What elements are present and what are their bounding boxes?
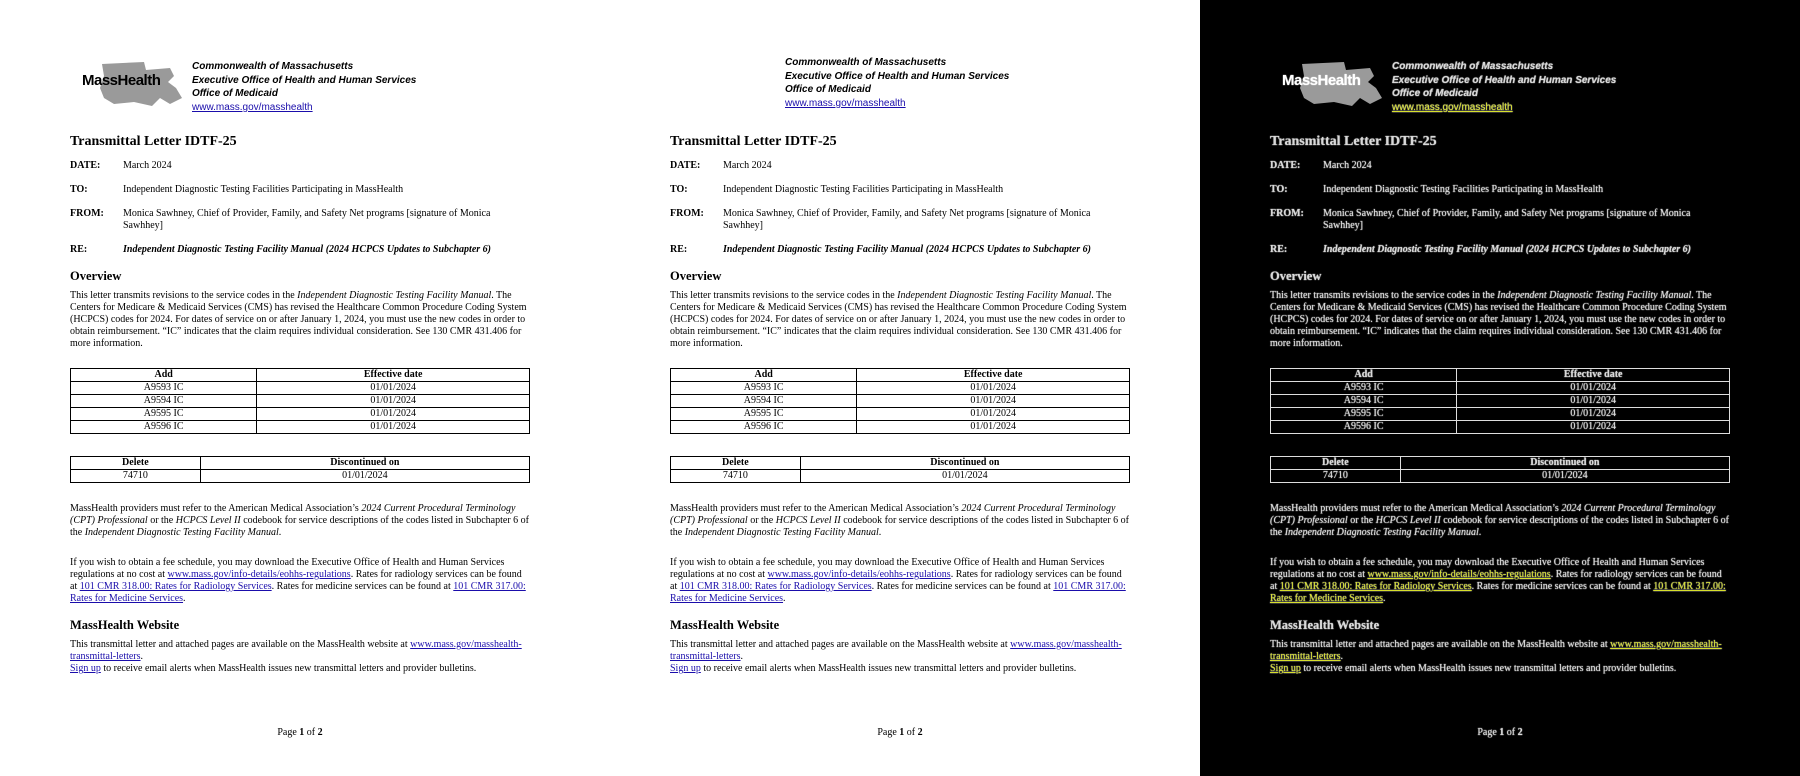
text-span: TO: [1270, 184, 1288, 195]
text-span: Independent Diagnostic Testing Facility Manual [1284, 527, 1479, 538]
from-row [1270, 208, 1730, 232]
website-paragraph [670, 639, 1130, 675]
text-span: 01/01/2024 [1457, 408, 1730, 421]
text-span: 2 [917, 727, 923, 738]
text-span: Delete [671, 457, 801, 470]
transmittal-letters-link[interactable]: www.mass.gov/masshealth-transmittal-letters [1270, 639, 1722, 662]
text-span: 01/01/2024 [857, 382, 1130, 395]
masshealth-logo [1274, 58, 1384, 110]
table-row [671, 395, 1130, 408]
radiology-rates-link[interactable]: 101 CMR 318.00: Rates for Radiology Services [79, 581, 272, 592]
delete-codes-table [1270, 456, 1730, 483]
text-span: 01/01/2024 [857, 395, 1130, 408]
text-span: Delete [71, 457, 201, 470]
text-span: Delete [1271, 457, 1401, 470]
radiology-rates-link[interactable]: 101 CMR 318.00: Rates for Radiology Services [679, 581, 872, 592]
table-row [1271, 408, 1730, 421]
text-span: Independent Diagnostic Testing Facility Manual [684, 527, 879, 538]
text-span: DATE: [70, 160, 101, 171]
text-span: codebook for service descriptions of the codes listed in Subchapter 6 of the [670, 515, 1129, 538]
page-footer [670, 727, 1130, 738]
text-span: Independent Diagnostic Testing Facility Manual (2024 HCPCS Updates to Subchapter 6) [123, 244, 491, 255]
text-span: . [1383, 593, 1386, 604]
regulations-link[interactable]: www.mass.gov/info-details/eohhs-regulations [167, 569, 351, 580]
text-span: Independent Diagnostic Testing Facility Manual [897, 290, 1092, 301]
text-span: Add [671, 369, 857, 382]
text-span: HCPCS Level II [1375, 515, 1441, 526]
letter-page [670, 0, 1130, 776]
text-span: 1 [899, 727, 905, 738]
org-line: Executive Office of Health and Human Services [192, 74, 417, 86]
text-span: 01/01/2024 [257, 408, 530, 421]
text-span: 2024 Current Procedural Terminology (CPT) Professional [70, 503, 516, 526]
letter-page [1270, 0, 1730, 776]
letterhead [70, 56, 530, 116]
text-span: A9595 IC [71, 408, 257, 421]
overview-paragraph [670, 290, 1130, 350]
date-row [70, 160, 530, 172]
text-span: FROM: [670, 208, 704, 219]
text-span: codebook for service descriptions of the codes listed in Subchapter 6 of the [70, 515, 529, 538]
text-span: March 2024 [1323, 160, 1372, 171]
text-span: . Rates for medicine services can be found at [871, 581, 1054, 592]
text-span: or the [1347, 515, 1376, 526]
text-span: A9594 IC [71, 395, 257, 408]
text-span: A9596 IC [71, 421, 257, 434]
text-span: Independent Diagnostic Testing Facility Manual (2024 HCPCS Updates to Subchapter 6) [1323, 244, 1691, 255]
text-span: . [140, 651, 144, 662]
page-view-original [0, 0, 600, 776]
text-span: or the [147, 515, 176, 526]
text-span: If you wish to obtain a fee schedule, you may download the Executive Office of Health and Human Services regulations at no cost at [670, 557, 1105, 580]
text-span: 2 [1517, 727, 1523, 738]
text-span: 01/01/2024 [257, 382, 530, 395]
text-span: DATE: [1270, 160, 1301, 171]
text-span: A9594 IC [671, 395, 857, 408]
regulations-link[interactable]: www.mass.gov/info-details/eohhs-regulations [1367, 569, 1551, 580]
table-row [1271, 382, 1730, 395]
text-span: 74710 [671, 470, 801, 483]
text-span: Effective date [1457, 369, 1730, 382]
from-row [670, 208, 1130, 232]
text-span: . Rates for medicine services can be found at [271, 581, 454, 592]
text-span: FROM: [70, 208, 104, 219]
org-url-link[interactable]: www.mass.gov/masshealth [1392, 101, 1513, 113]
table-row [71, 470, 530, 483]
letter-title: Transmittal Letter IDTF-25 [670, 134, 837, 149]
org-block [785, 56, 1009, 110]
org-line: Executive Office of Health and Human Services [1392, 74, 1617, 86]
text-span: . [740, 651, 744, 662]
logo-wordmark: MassHealth [1282, 72, 1361, 89]
text-span: to receive email alerts when MassHealth issues new transmittal letters and provider bulletins. [700, 663, 1077, 674]
text-span: of [1504, 727, 1518, 738]
website-heading: MassHealth Website [1270, 618, 1380, 632]
text-span: codebook for service descriptions of the codes listed in Subchapter 6 of the [1270, 515, 1729, 538]
table-row [1271, 395, 1730, 408]
table-row [71, 395, 530, 408]
text-span: If you wish to obtain a fee schedule, you may download the Executive Office of Health and Human Services regulations at no cost at [1270, 557, 1705, 580]
website-heading: MassHealth Website [70, 618, 180, 632]
text-span: This letter transmits revisions to the service codes in the [70, 290, 298, 301]
text-span: . Rates for radiology services can be found at [670, 569, 1122, 592]
text-span: HCPCS Level II [175, 515, 241, 526]
text-span: A9593 IC [71, 382, 257, 395]
text-span: 74710 [71, 470, 201, 483]
signup-link[interactable]: Sign up [1270, 663, 1301, 674]
text-span: to receive email alerts when MassHealth issues new transmittal letters and provider bulletins. [100, 663, 477, 674]
masshealth-logo [74, 58, 184, 110]
letter-body [1270, 136, 1730, 687]
org-url-link[interactable]: www.mass.gov/masshealth [192, 101, 313, 113]
logo-wordmark: MassHealth [82, 72, 161, 89]
text-span: This transmittal letter and attached pages are available on the MassHealth website at [1270, 639, 1611, 650]
page-view-negative [1200, 0, 1800, 776]
text-span: 01/01/2024 [1457, 395, 1730, 408]
text-span: Independent Diagnostic Testing Facility Manual (2024 HCPCS Updates to Subchapter 6) [723, 244, 1091, 255]
regulations-link[interactable]: www.mass.gov/info-details/eohhs-regulations [767, 569, 951, 580]
text-span: . Rates for medicine services can be found at [1471, 581, 1654, 592]
overview-heading: Overview [70, 269, 122, 283]
cpt-paragraph [70, 503, 530, 539]
text-span: TO: [70, 184, 88, 195]
text-span: RE: [1270, 244, 1288, 255]
text-span: . Rates for radiology services can be found at [70, 569, 522, 592]
org-line: Commonwealth of Massachusetts [192, 61, 354, 72]
letter-body [670, 136, 1130, 687]
letter-title: Transmittal Letter IDTF-25 [1270, 134, 1437, 149]
text-span: If you wish to obtain a fee schedule, you may download the Executive Office of Health and Human Services regulations at no cost at [70, 557, 505, 580]
text-span: of [904, 727, 918, 738]
text-span: FROM: [1270, 208, 1304, 219]
text-span: or the [747, 515, 776, 526]
letter-body [70, 136, 530, 687]
org-block [192, 60, 416, 114]
signup-link[interactable]: Sign up [670, 663, 701, 674]
website-paragraph [1270, 639, 1730, 675]
text-span: . [183, 593, 186, 604]
text-span: . [278, 527, 282, 538]
to-row [1270, 184, 1730, 196]
text-span: Page [1477, 727, 1500, 738]
text-span: MassHealth providers must refer to the American Medical Association’s [1270, 503, 1562, 514]
fee-schedule-paragraph [1270, 557, 1730, 605]
cpt-paragraph [1270, 503, 1730, 539]
text-span: Monica Sawhney, Chief of Provider, Family, and Safety Net programs [signature of Monica Sawhhey] [723, 208, 1091, 231]
text-span: 2024 Current Procedural Terminology (CPT) Professional [670, 503, 1116, 526]
text-span: 01/01/2024 [1400, 470, 1729, 483]
date-row [670, 160, 1130, 172]
medicine-rates-link[interactable]: 101 CMR 317.00: Rates for Medicine Services [1270, 581, 1726, 604]
text-span: Monica Sawhney, Chief of Provider, Family, and Safety Net programs [signature of Monica Sawhhey] [1323, 208, 1691, 231]
date-row [1270, 160, 1730, 172]
text-span: Add [71, 369, 257, 382]
fee-schedule-paragraph [670, 557, 1130, 605]
text-span: HCPCS Level II [775, 515, 841, 526]
medicine-rates-link[interactable]: 101 CMR 317.00: Rates for Medicine Services [70, 581, 526, 604]
text-span: 01/01/2024 [857, 408, 1130, 421]
text-span: This transmittal letter and attached pages are available on the MassHealth website at [70, 639, 411, 650]
org-line: Office of Medicaid [785, 84, 871, 95]
text-span: of [304, 727, 318, 738]
delete-codes-table [670, 456, 1130, 483]
text-span: . [878, 527, 882, 538]
text-span: Effective date [257, 369, 530, 382]
re-row [670, 244, 1130, 256]
org-line: Commonwealth of Massachusetts [1392, 61, 1554, 72]
website-paragraph [70, 639, 530, 675]
text-span: RE: [70, 244, 88, 255]
text-span: Independent Diagnostic Testing Facility Manual [84, 527, 279, 538]
radiology-rates-link[interactable]: 101 CMR 318.00: Rates for Radiology Services [1279, 581, 1472, 592]
text-span: MassHealth providers must refer to the American Medical Association’s [670, 503, 962, 514]
from-row [70, 208, 530, 232]
text-span: 01/01/2024 [257, 421, 530, 434]
re-row [70, 244, 530, 256]
to-row [70, 184, 530, 196]
text-span: A9594 IC [1271, 395, 1457, 408]
text-span: Monica Sawhney, Chief of Provider, Family, and Safety Net programs [signature of Monica Sawhhey] [123, 208, 491, 231]
table-row [71, 421, 530, 434]
text-span: March 2024 [123, 160, 172, 171]
cpt-paragraph [670, 503, 1130, 539]
org-line: Office of Medicaid [192, 88, 278, 99]
table-row [671, 470, 1130, 483]
add-codes-table [670, 368, 1130, 434]
text-span: This letter transmits revisions to the service codes in the [670, 290, 898, 301]
text-span: A9595 IC [671, 408, 857, 421]
text-span: to receive email alerts when MassHealth issues new transmittal letters and provider bulletins. [1300, 663, 1677, 674]
text-span: 01/01/2024 [857, 421, 1130, 434]
text-span: Effective date [857, 369, 1130, 382]
text-span: . The Centers for Medicare & Medicaid Services (CMS) has revised the Healthcare Common Procedure Coding System (HCPCS) codes for 2024. For dates of service on or after January 1, 2024, you must use the new codes in order to obtain reimbursement. “IC” indicates that the claim requires individual consideration. See 130 CMR 431.406 for more information. [1270, 290, 1727, 349]
table-row [1271, 470, 1730, 483]
text-span: A9596 IC [1271, 421, 1457, 434]
text-span: 2024 Current Procedural Terminology (CPT) Professional [1270, 503, 1716, 526]
text-span: . [1340, 651, 1344, 662]
letterhead [1270, 56, 1730, 116]
text-span: . [783, 593, 786, 604]
letter-page [70, 0, 530, 776]
to-row [670, 184, 1130, 196]
text-span: 01/01/2024 [257, 395, 530, 408]
text-span: 01/01/2024 [1457, 421, 1730, 434]
text-span: Independent Diagnostic Testing Facility Manual [1497, 290, 1692, 301]
text-span: Page [877, 727, 900, 738]
text-span: . The Centers for Medicare & Medicaid Services (CMS) has revised the Healthcare Common Procedure Coding System (HCPCS) codes for 2024. For dates of service on or after January 1, 2024, you must use the new codes in order to obtain reimbursement. “IC” indicates that the claim requires individual consideration. See 130 CMR 431.406 for more information. [70, 290, 527, 349]
letterhead [785, 52, 1130, 112]
signup-link[interactable]: Sign up [70, 663, 101, 674]
text-span: . Rates for radiology services can be found at [1270, 569, 1722, 592]
org-block [1392, 60, 1616, 114]
add-codes-table [1270, 368, 1730, 434]
text-span: 74710 [1271, 470, 1401, 483]
table-row [671, 421, 1130, 434]
table-row [1271, 421, 1730, 434]
table-row [671, 408, 1130, 421]
text-span: 2 [317, 727, 323, 738]
medicine-rates-link[interactable]: 101 CMR 317.00: Rates for Medicine Services [670, 581, 1126, 604]
text-span: DATE: [670, 160, 701, 171]
page-footer [70, 727, 530, 738]
org-line: Commonwealth of Massachusetts [785, 57, 947, 68]
text-span: March 2024 [723, 160, 772, 171]
text-span: Page [277, 727, 300, 738]
text-span: TO: [670, 184, 688, 195]
text-span: A9593 IC [671, 382, 857, 395]
text-span: Discontinued on [1400, 457, 1729, 470]
text-span: 01/01/2024 [1457, 382, 1730, 395]
re-row [1270, 244, 1730, 256]
text-span: 01/01/2024 [200, 470, 529, 483]
text-span: Independent Diagnostic Testing Facilities Participating in MassHealth [723, 184, 1004, 195]
add-codes-table [70, 368, 530, 434]
overview-paragraph [70, 290, 530, 350]
text-span: MassHealth providers must refer to the American Medical Association’s [70, 503, 362, 514]
text-span: Discontinued on [800, 457, 1129, 470]
table-row [71, 382, 530, 395]
text-span: . The Centers for Medicare & Medicaid Services (CMS) has revised the Healthcare Common Procedure Coding System (HCPCS) codes for 2024. For dates of service on or after January 1, 2024, you must use the new codes in order to obtain reimbursement. “IC” indicates that the claim requires individual consideration. See 130 CMR 431.406 for more information. [670, 290, 1127, 349]
overview-paragraph [1270, 290, 1730, 350]
transmittal-letters-link[interactable]: www.mass.gov/masshealth-transmittal-letters [670, 639, 1122, 662]
org-line: Executive Office of Health and Human Services [785, 70, 1010, 82]
table-row [71, 408, 530, 421]
text-span: 01/01/2024 [800, 470, 1129, 483]
text-span: This letter transmits revisions to the service codes in the [1270, 290, 1498, 301]
text-span: A9596 IC [671, 421, 857, 434]
website-heading: MassHealth Website [670, 618, 780, 632]
text-span: Independent Diagnostic Testing Facilities Participating in MassHealth [1323, 184, 1604, 195]
overview-heading: Overview [670, 269, 722, 283]
text-span: RE: [670, 244, 688, 255]
page-footer [1270, 727, 1730, 738]
table-row [671, 382, 1130, 395]
letter-title: Transmittal Letter IDTF-25 [70, 134, 237, 149]
text-span: . [1478, 527, 1482, 538]
org-line: Office of Medicaid [1392, 88, 1478, 99]
text-span: 1 [299, 727, 305, 738]
page-view-no-logo [600, 0, 1200, 776]
fee-schedule-paragraph [70, 557, 530, 605]
text-span: This transmittal letter and attached pages are available on the MassHealth website at [670, 639, 1011, 650]
transmittal-letters-link[interactable]: www.mass.gov/masshealth-transmittal-letters [70, 639, 522, 662]
org-url-link[interactable]: www.mass.gov/masshealth [785, 97, 906, 109]
text-span: Independent Diagnostic Testing Facility Manual [297, 290, 492, 301]
text-span: A9593 IC [1271, 382, 1457, 395]
text-span: Add [1271, 369, 1457, 382]
overview-heading: Overview [1270, 269, 1322, 283]
delete-codes-table [70, 456, 530, 483]
text-span: 1 [1499, 727, 1505, 738]
text-span: A9595 IC [1271, 408, 1457, 421]
text-span: Independent Diagnostic Testing Facilities Participating in MassHealth [123, 184, 404, 195]
text-span: Discontinued on [200, 457, 529, 470]
